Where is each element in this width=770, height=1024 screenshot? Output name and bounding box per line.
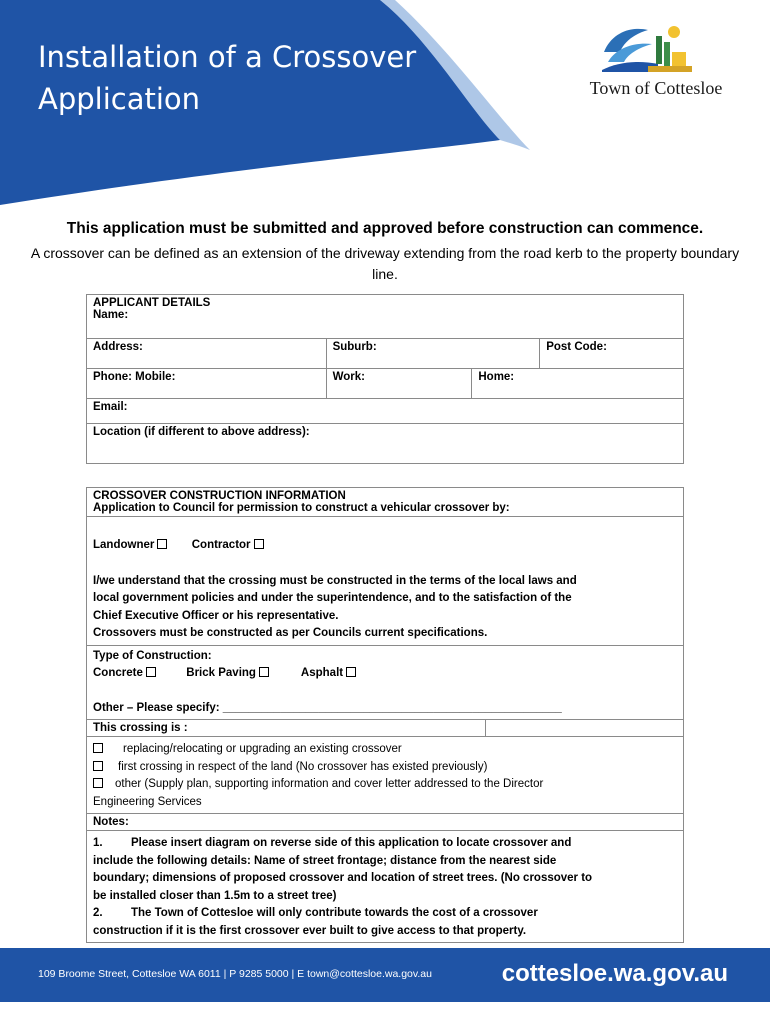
understand-line-1: I/we understand that the crossing must be constructed in the terms of the local laws and	[93, 574, 577, 587]
title-line-1: Installation of a Crossover	[38, 40, 417, 74]
location-field[interactable]: Location (if different to above address):	[87, 424, 684, 464]
page-title	[38, 36, 416, 120]
email-field[interactable]: Email:	[87, 399, 684, 424]
applicant-type-cell	[87, 517, 684, 646]
notes-label: Notes:	[87, 814, 684, 831]
footer-contact: 109 Broome Street, Cottesloe WA 6011 | P 9285 5000 | E town@cottesloe.wa.gov.au	[38, 968, 432, 980]
understand-line-3: Chief Executive Officer or his representative.	[93, 609, 339, 622]
opt1-label: replacing/relocating or upgrading an existing crossover	[123, 743, 402, 755]
note-2-number: 2.	[93, 907, 103, 919]
intro-headline: This application must be submitted and approved before construction can commence.	[66, 220, 704, 237]
type-label: Type of Construction:	[93, 649, 212, 662]
crossover-heading-cell	[87, 488, 684, 517]
landowner-checkbox[interactable]	[157, 539, 167, 549]
note-2-line-2: construction if it is the first crossover ever built to give access to that property.	[93, 924, 527, 937]
applicant-heading: APPLICANT DETAILS	[93, 297, 211, 309]
other-specify-field[interactable]: Other – Please specify: _____________________________________________________	[93, 701, 562, 714]
work-field[interactable]: Work:	[326, 369, 472, 399]
crossover-heading: CROSSOVER CONSTRUCTION INFORMATION	[93, 490, 346, 502]
crossing-is-label: This crossing is :	[87, 720, 486, 737]
opt3-label-2: Engineering Services	[93, 795, 202, 808]
brick-label: Brick Paving	[186, 667, 256, 679]
brick-checkbox[interactable]	[259, 667, 269, 677]
logo-text: Town of Cottesloe	[589, 78, 723, 98]
asphalt-label: Asphalt	[300, 667, 344, 679]
address-field[interactable]: Address:	[87, 339, 327, 369]
first-crossing-checkbox[interactable]	[93, 761, 103, 771]
construction-type-cell	[87, 645, 684, 720]
note-2-line-1: The Town of Cottesloe will only contribute towards the cost of a crossover	[131, 907, 538, 919]
crossing-options-cell	[87, 737, 684, 814]
other-checkbox[interactable]	[93, 778, 103, 788]
phone-mobile-field[interactable]: Phone: Mobile:	[87, 369, 327, 399]
title-line-2: Application	[38, 82, 201, 116]
concrete-label: Concrete	[93, 667, 143, 679]
asphalt-checkbox[interactable]	[346, 667, 356, 677]
replacing-checkbox[interactable]	[93, 743, 103, 753]
applicant-heading-cell	[87, 295, 684, 339]
opt2-label: first crossing in respect of the land (No crossover has existed previously)	[118, 760, 488, 773]
application-line: Application to Council for permission to construct a vehicular crossover by:	[93, 502, 510, 514]
contractor-checkbox[interactable]	[254, 539, 264, 549]
intro-subline: A crossover can be defined as an extension of the driveway extending from the road kerb to the property boundary line.	[30, 245, 740, 282]
understand-line-4: Crossovers must be constructed as per Councils current specifications.	[93, 627, 488, 639]
notes-cell	[87, 831, 684, 943]
landowner-label: Landowner	[93, 539, 155, 551]
postcode-field[interactable]: Post Code:	[540, 339, 684, 369]
concrete-checkbox[interactable]	[146, 667, 156, 677]
note-1-number: 1.	[93, 837, 103, 849]
note-1-line-3: boundary; dimensions of proposed crossover and location of street trees. (No crossover to	[93, 872, 593, 884]
footer-bar	[0, 948, 770, 1002]
note-1-line-1: Please insert diagram on reverse side of this application to locate crossover and	[131, 837, 572, 849]
note-1-line-2: include the following details: Name of street frontage; distance from the nearest side	[93, 854, 557, 867]
note-1-line-4: be installed closer than 1.5m to a street tree)	[93, 889, 337, 902]
contractor-label: Contractor	[191, 539, 251, 551]
opt3-label-1: other (Supply plan, supporting information and cover letter addressed to the Director	[115, 778, 544, 790]
footer-website-link[interactable]: cottesloe.wa.gov.au	[501, 960, 728, 987]
name-label: Name:	[93, 309, 129, 321]
home-field[interactable]: Home:	[472, 369, 684, 399]
understand-line-2: local government policies and under the superintendence, and to the satisfaction of the	[93, 592, 572, 604]
cottesloe-logo-icon	[598, 22, 694, 78]
crossover-info-table	[86, 487, 684, 943]
suburb-field[interactable]: Suburb:	[326, 339, 540, 369]
crossing-is-blank	[486, 720, 684, 737]
applicant-details-table	[86, 294, 684, 464]
